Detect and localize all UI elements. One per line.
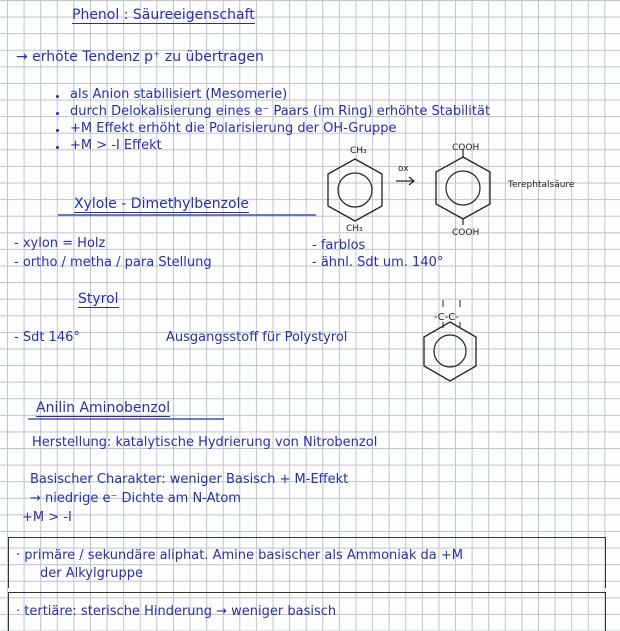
- xylole-right-2: - ähnl. Sdt um. 140°: [312, 255, 444, 270]
- xylole-underline: [58, 213, 318, 217]
- styrol-sdt: - Sdt 146°: [14, 330, 80, 345]
- xylole-left-1: - xylon = Holz: [14, 236, 106, 251]
- reaction-bottom-right: COOH: [452, 228, 480, 238]
- anilin-title: Anilin Aminobenzol: [36, 400, 171, 416]
- box1-line-1: · primäre / sekundäre aliphat. Amine basischer als Ammoniak da +M: [16, 548, 463, 563]
- anilin-underline: [28, 417, 228, 421]
- xylole-left-2: - ortho / metha / para Stellung: [14, 255, 212, 270]
- bullet-dot: [56, 95, 59, 98]
- phenol-bullet-2: durch Delokalisierung eines e⁻ Paars (im Ring) erhöhte Stabilität: [70, 104, 491, 119]
- phenol-bullet-4: +M > -I Effekt: [70, 138, 162, 153]
- reaction-top-right: COOH: [452, 143, 480, 153]
- reaction-top-left: CH₃: [350, 146, 367, 156]
- phenol-arrow-line: → erhöte Tendenz p⁺ zu übertragen: [16, 49, 264, 65]
- box2-line: · tertiäre: sterische Hinderung → weniger basisch: [16, 604, 337, 619]
- styrol-structure: [424, 298, 494, 378]
- box1-line-2: der Alkylgruppe: [40, 566, 143, 581]
- reaction-arrow-label: ox: [398, 164, 409, 174]
- anilin-herstellung: Herstellung: katalytische Hydrierung von Nitrobenzol: [32, 435, 378, 450]
- xylole-right-1: - farblos: [312, 238, 366, 253]
- styrol-desc: Ausgangsstoff für Polystyrol: [166, 330, 348, 345]
- styrol-formula: -C-C-: [434, 312, 459, 323]
- phenol-title: Phenol : Säureeigenschaft: [72, 7, 255, 23]
- xylole-title: Xylole - Dimethylbenzole: [74, 196, 250, 212]
- styrol-title: Styrol: [78, 291, 119, 307]
- reaction-bottom-left: CH₃: [346, 224, 363, 234]
- bullet-dot: [56, 129, 59, 132]
- reaction-arrow: [394, 176, 418, 186]
- anilin-dichte: → niedrige e⁻ Dichte am N-Atom: [30, 491, 241, 506]
- benzene-ring-left: [320, 155, 390, 225]
- reaction-product: Terephtalsäure: [508, 180, 575, 190]
- benzene-ring-right: [428, 153, 498, 223]
- phenol-bullet-3: +M Effekt erhöht die Polarisierung der OH-Gruppe: [70, 121, 397, 136]
- anilin-basisch: Basischer Charakter: weniger Basisch + M-Effekt: [30, 472, 349, 487]
- anilin-effekt: +M > -I: [22, 510, 72, 525]
- bullet-dot: [56, 112, 59, 115]
- bullet-dot: [56, 146, 59, 149]
- phenol-bullet-1: als Anion stabilisiert (Mesomerie): [70, 87, 288, 102]
